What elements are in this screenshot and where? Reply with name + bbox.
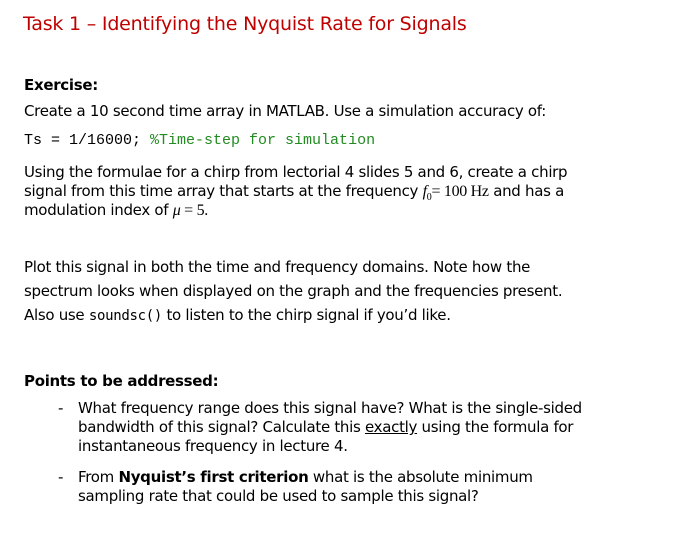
list-item-1-line-1: What frequency range does this signal have? What is the single-sided: [78, 399, 582, 417]
paragraph-2-line-1: Plot this signal in both the time and frequency domains. Note how the: [24, 258, 531, 276]
paragraph-2-line-3: [24, 306, 451, 326]
paragraph-1-line-3-text: modulation index of: [24, 201, 173, 219]
f0-subscript: 0: [426, 192, 432, 204]
code-line: [24, 131, 375, 150]
nyquist-criterion-emphasis: Nyquist’s first criterion: [118, 468, 309, 486]
exercise-heading: Exercise:: [24, 76, 98, 94]
bullet-marker-2: -: [58, 468, 64, 486]
mu-formula: [173, 202, 208, 219]
list-item-1-line-2-text: bandwidth of this signal? Calculate this: [78, 418, 365, 436]
list-item-1-line-2: [78, 418, 658, 437]
code-comment: %Time-step for simulation: [150, 132, 376, 149]
list-item-2-line-2: sampling rate that could be used to sample this signal?: [78, 487, 479, 505]
paragraph-1-line-1: Using the formulae for a chirp from lectorial 4 slides 5 and 6, create a chirp: [24, 163, 568, 181]
paragraph-1-line-3: [24, 201, 208, 220]
exercise-intro: Create a 10 second time array in MATLAB. Use a simulation accuracy of:: [24, 102, 547, 120]
mu-value: = 5.: [180, 202, 208, 219]
list-item-2: [78, 468, 658, 506]
bullet-marker-1: -: [58, 399, 64, 417]
paragraph-1-line-2-text: signal from this time array that starts at the frequency: [24, 182, 423, 200]
paragraph-1-line-2-end: and has a: [488, 182, 564, 200]
f0-formula: [422, 183, 489, 204]
soundsc-code: soundsc(): [88, 308, 162, 324]
f0-symbol: f: [422, 183, 427, 200]
exactly-emphasis: exactly: [364, 418, 418, 436]
f0-value: = 100 Hz: [431, 183, 489, 200]
code-statement: Ts = 1/16000;: [24, 132, 151, 149]
list-item-2-line-1-end: what is the absolute minimum: [308, 468, 533, 486]
list-item-2-line-1-text: From: [78, 468, 119, 486]
list-item-1-line-2-end: using the formula for: [417, 418, 574, 436]
paragraph-2-line-3-text: Also use: [24, 306, 89, 324]
mu-symbol: μ: [172, 202, 181, 219]
paragraph-2-line-3-end: to listen to the chirp signal if you’d like.: [161, 306, 451, 324]
list-item-2-line-1: [78, 468, 658, 487]
points-heading: Points to be addressed:: [24, 372, 219, 390]
paragraph-2-line-2: spectrum looks when displayed on the graph and the frequencies present.: [24, 282, 563, 300]
page-title: Task 1 – Identifying the Nyquist Rate for Signals: [23, 13, 467, 35]
list-item-1-line-3: instantaneous frequency in lecture 4.: [78, 437, 348, 455]
list-item-1: [78, 399, 658, 456]
